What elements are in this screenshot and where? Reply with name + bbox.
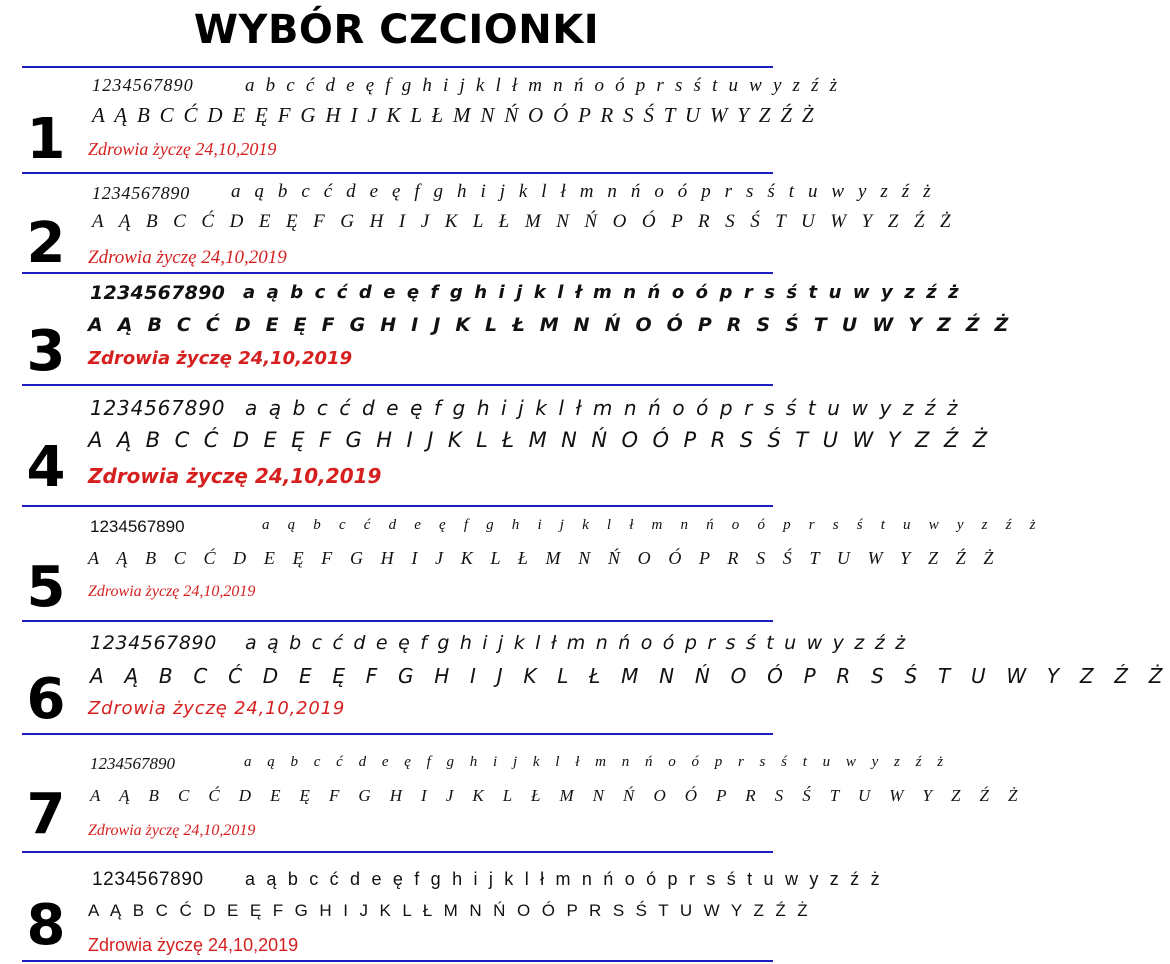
wish-sample: Zdrowia życzę 24,10,2019 [88,935,299,955]
font-number: 8 [26,893,66,958]
lowercase-sample: a b c ć d e ę f g h i j k l ł m n ń o ó p r s ś t u w y z ź ż [245,75,841,96]
wish-sample: Zdrowia życzę 24,10,2019 [88,464,382,488]
lowercase-sample: a ą b c ć d e ę f g h i j k l ł m n ń o ó p r s ś t u w y z ź ż [245,396,961,420]
wish-sample: Zdrowia życzę 24,10,2019 [88,348,353,369]
digits-sample: 1234567890 [90,396,226,420]
lowercase-sample: a ą b c ć d e ę f g h i j k l ł m n ń o ó p r s ś t u w y z ź ż [231,181,936,202]
font-option-3[interactable] [0,274,1013,384]
font-option-5[interactable] [0,512,1043,620]
font-option-2[interactable] [0,174,956,276]
lowercase-sample: a ą b c ć d e ę f g h i j k l ł m n ń o ó p r s ś t u w y z ź ż [244,754,950,770]
divider [22,733,773,735]
font-number: 4 [26,435,66,500]
digits-sample: 1234567890 [90,632,217,654]
uppercase-sample: A Ą B C Ć D E Ę F G H I J K L Ł M N Ń O Ó P R S Ś T U W Y Z Ź Ż [90,664,1170,688]
font-number: 6 [26,667,66,732]
font-option-7[interactable] [0,745,1025,851]
uppercase-sample: A Ą B C Ć D E Ę F G H I J K L Ł M N Ń O Ó P R S Ś T U W Y Z Ź Ż [92,211,956,232]
page-title: WYBÓR CZCIONKI [193,7,600,53]
divider [22,505,773,507]
wish-sample: Zdrowia życzę 24,10,2019 [88,247,287,268]
lowercase-sample: a ą b c ć d e ę f g h i j k l ł m n ń o ó p r s ś t u w y z ź ż [262,517,1043,533]
font-number: 2 [26,211,66,276]
digits-sample: 1234567890 [90,754,175,773]
font-number: 3 [26,319,66,384]
uppercase-sample: A Ą B C Ć D E Ę F G H I J K L Ł M N Ń O Ó P R S Ś T U W Y Z Ź Ż [88,428,992,452]
lowercase-sample: a ą b c ć d e ę f g h i j k l ł m n ń o ó p r s ś t u w y z ź ż [243,282,962,303]
divider [22,960,773,962]
font-option-6[interactable] [0,622,1170,733]
lowercase-sample: a ą b c ć d e ę f g h i j k l ł m n ń o ó p r s ś t u w y z ź ż [245,632,908,654]
uppercase-sample: A Ą B C Ć D E Ę F G H I J K L Ł M N Ń O Ó P R S Ś T U W Y Z Ź Ż [88,548,1001,568]
digits-sample: 1234567890 [92,869,204,890]
digits-sample: 1234567890 [90,282,226,304]
uppercase-sample: A Ą B C Ć D E Ę F G H I J K L Ł M N Ń O Ó P R S Ś T U W Y Z Ź Ż [88,314,1013,336]
digits-sample: 1234567890 [92,75,194,95]
uppercase-sample: A Ą B C Ć D E Ę F G H I J K L Ł M N Ń O Ó P R S Ś T U W Y Z Ź Ż [88,901,812,920]
wish-sample: Zdrowia życzę 24,10,2019 [88,698,346,719]
digits-sample: 1234567890 [92,183,190,203]
wish-sample: Zdrowia życzę 24,10,2019 [88,583,256,600]
uppercase-sample: A Ą B C Ć D E Ę F G H I J K L Ł M N Ń O Ó P R S Ś T U W Y Z Ź Ż [90,786,1025,805]
font-option-1[interactable] [0,68,841,172]
font-number: 7 [26,782,66,847]
font-option-8[interactable] [0,860,883,960]
wish-sample: Zdrowia życzę 24,10,2019 [88,139,277,159]
uppercase-sample: A Ą B C Ć D E Ę F G H I J K L Ł M N Ń O Ó P R S Ś T U W Y Z Ź Ż [92,103,816,127]
font-number: 5 [26,555,66,620]
digits-sample: 1234567890 [90,517,185,536]
wish-sample: Zdrowia życzę 24,10,2019 [88,822,256,839]
divider [22,851,773,853]
lowercase-sample: a ą b c ć d e ę f g h i j k l ł m n ń o ó p r s ś t u w y z ź ż [245,869,883,889]
font-number: 1 [26,107,66,172]
font-option-4[interactable] [0,386,992,505]
